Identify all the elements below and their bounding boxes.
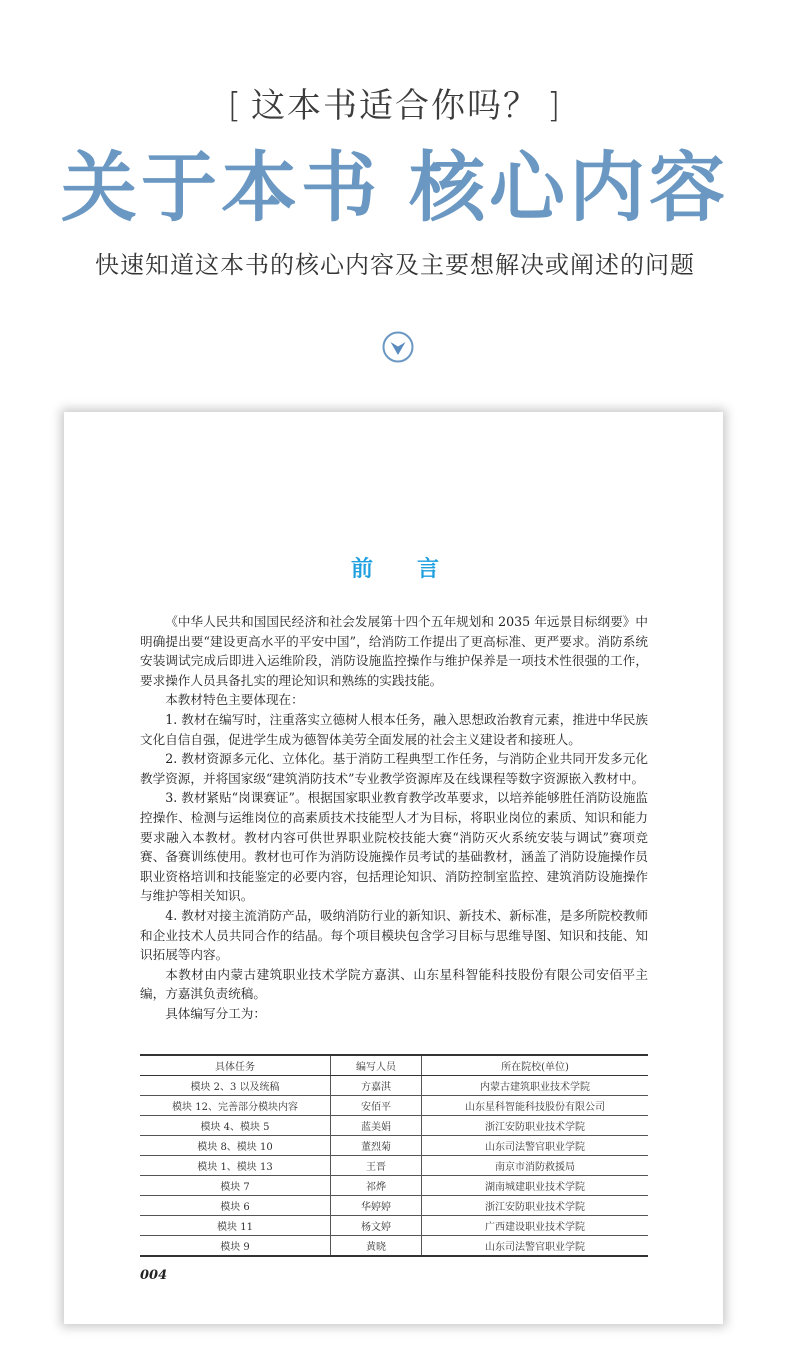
cell-institution: 浙江安防职业技术学院 <box>422 1196 649 1216</box>
cell-institution: 广西建设职业技术学院 <box>422 1216 649 1236</box>
paragraph: 《中华人民共和国国民经济和社会发展第十四个五年规划和 2035 年远景目标纲要》中明确提出要“建设更高水平的平安中国”，给消防工作提出了更高标准、更严要求。消防系统安装调试完成后即进入运维阶段，消防设施监控操作与维护保养是一项技术性很强的工作，要求操作人员具备扎实的理论知识和熟练的实践技能。 <box>140 614 648 688</box>
cell-institution: 山东星科智能科技股份有限公司 <box>422 1096 649 1116</box>
cell-task: 模块 7 <box>140 1176 331 1196</box>
preface-title-char-2: 言 <box>417 556 440 582</box>
paragraph: 本教材由内蒙古建筑职业技术学院方嘉淇、山东星科智能科技股份有限公司安佰平主编，方嘉淇负责统稿。 <box>140 966 648 1002</box>
table-row <box>140 1156 648 1176</box>
page-subtitle: 快速知道这本书的核心内容及主要想解决或阐述的问题 <box>95 251 695 279</box>
cell-institution: 山东司法警官职业学院 <box>422 1136 649 1156</box>
bracket-open: [ <box>227 86 243 126</box>
cell-institution: 内蒙古建筑职业技术学院 <box>422 1076 649 1096</box>
cell-institution: 湖南城建职业技术学院 <box>422 1176 649 1196</box>
cell-author: 王晋 <box>331 1156 422 1176</box>
cell-task: 模块 12、完善部分模块内容 <box>140 1096 331 1116</box>
page-number: 004 <box>140 1268 168 1283</box>
cell-institution: 山东司法警官职业学院 <box>422 1236 649 1257</box>
cell-author: 方嘉淇 <box>331 1076 422 1096</box>
table-row <box>140 1216 648 1236</box>
cell-institution: 浙江安防职业技术学院 <box>422 1116 649 1136</box>
table-row <box>140 1076 648 1096</box>
table-row <box>140 1196 648 1216</box>
table-row <box>140 1236 648 1257</box>
headline-part-1: 关于本书 <box>61 143 381 232</box>
table-header-row <box>140 1055 648 1076</box>
cell-author: 华婷婷 <box>331 1196 422 1216</box>
chevron-down-circle-icon <box>382 331 414 363</box>
cell-task: 模块 2、3 以及统稿 <box>140 1076 331 1096</box>
table-row <box>140 1096 648 1116</box>
preface-body <box>140 612 648 1023</box>
cell-author: 杨文婷 <box>331 1216 422 1236</box>
preface-title-char-1: 前 <box>350 556 373 582</box>
section-kicker <box>0 78 790 127</box>
cell-task: 模块 9 <box>140 1236 331 1257</box>
cell-task: 模块 11 <box>140 1216 331 1236</box>
authorship-table <box>140 1054 648 1257</box>
cell-author: 安佰平 <box>331 1096 422 1116</box>
paragraph: 本教材特色主要体现在： <box>165 692 304 708</box>
cell-author: 祁烨 <box>331 1176 422 1196</box>
cell-author: 蓝美娟 <box>331 1116 422 1136</box>
paragraph: 具体编写分工为： <box>165 1005 266 1021</box>
paragraph: 3. 教材紧贴“岗课赛证”。根据国家职业教育教学改革要求，以培养能够胜任消防设施监控操作、检测与运维岗位的高素质技术技能型人才为目标，将职业岗位的素质、知识和能力要求融入本教材。教材内容可供世界职业院校技能大赛“消防灭火系统安装与调试”赛项竞赛、备赛训练使用。教材也可作为消防设施操作员考试的基础教材，涵盖了消防设施操作员职业资格培训和技能鉴定的必要内容，包括理论知识、消防控制室监控、建筑消防设施操作与维护等相关知识。 <box>140 790 648 904</box>
page-headline <box>0 140 790 236</box>
column-header-author: 编写人员 <box>331 1055 422 1076</box>
headline-part-2: 核心内容 <box>409 143 729 232</box>
kicker-text: 这本书适合你吗？ <box>251 86 539 126</box>
paragraph: 1. 教材在编写时，注重落实立德树人根本任务，融入思想政治教育元素，推进中华民族文化自信自强，促进学生成为德智体美劳全面发展的社会主义建设者和接班人。 <box>140 711 648 747</box>
cell-task: 模块 4、模块 5 <box>140 1116 331 1136</box>
cell-task: 模块 1、模块 13 <box>140 1156 331 1176</box>
preface-title <box>0 552 790 583</box>
paragraph: 4. 教材对接主流消防产品，吸纳消防行业的新知识、新技术、新标准，是多所院校教师和企业技术人员共同合作的结晶。每个项目模块包含学习目标与思维导图、知识和技能、知识拓展等内容。 <box>140 907 648 963</box>
column-header-task: 具体任务 <box>140 1055 331 1076</box>
paragraph: 2. 教材资源多元化、立体化。基于消防工程典型工作任务，与消防企业共同开发多元化教学资源，并将国家级“建筑消防技术”专业教学资源库及在线课程等数字资源嵌入教材中。 <box>140 751 648 786</box>
table-row <box>140 1116 648 1136</box>
cell-author: 黄晓 <box>331 1236 422 1257</box>
table-row <box>140 1176 648 1196</box>
cell-task: 模块 6 <box>140 1196 331 1216</box>
cell-task: 模块 8、模块 10 <box>140 1136 331 1156</box>
cell-institution: 南京市消防救援局 <box>422 1156 649 1176</box>
bracket-close: ] <box>547 86 563 126</box>
table-row <box>140 1136 648 1156</box>
cell-author: 董烈菊 <box>331 1136 422 1156</box>
column-header-institution: 所在院校(单位) <box>422 1055 649 1076</box>
